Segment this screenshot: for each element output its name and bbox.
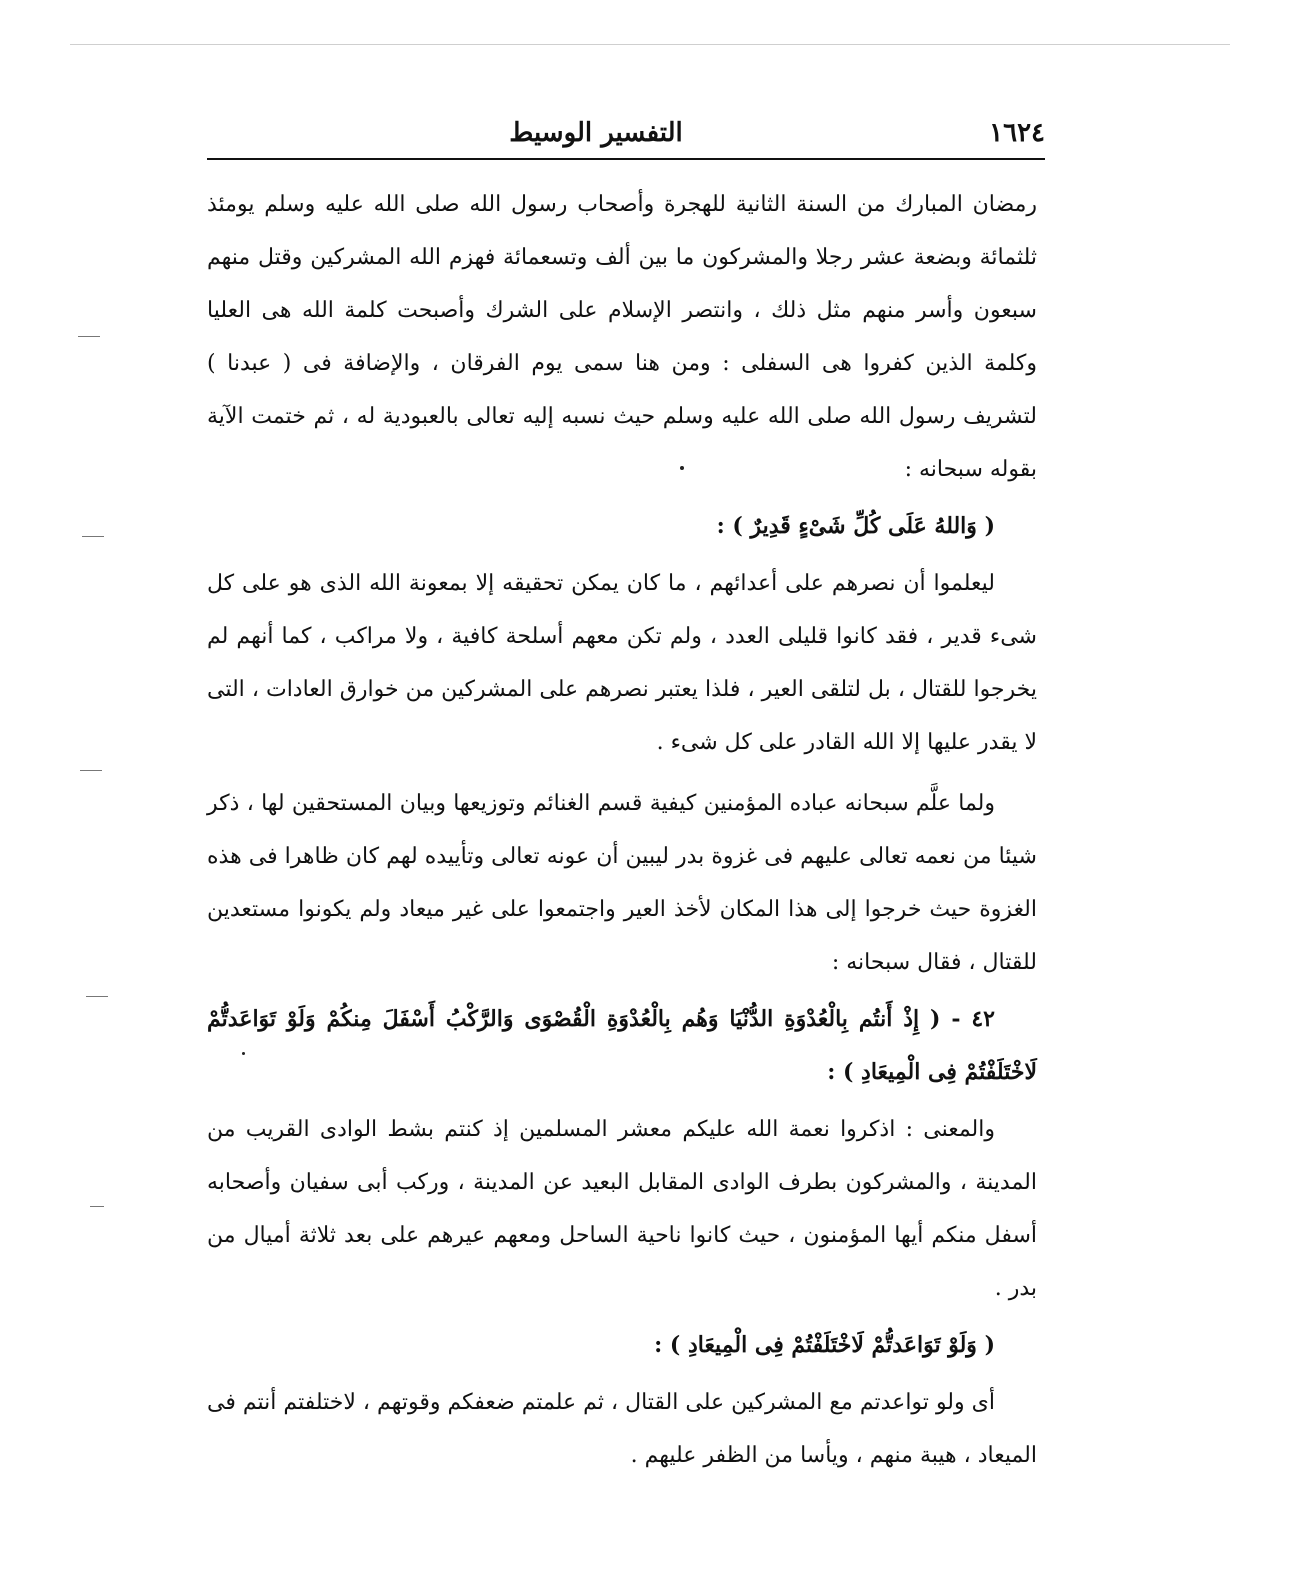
running-title: التفسير الوسيط: [509, 118, 683, 148]
quran-verse: ٤٢ - ( إِذْ أَنتُم بِالْعُدْوَةِ الدُّنْيَا وَهُم بِالْعُدْوَةِ الْقُصْوَى وَالرَّكْبُ أَسْفَلَ مِنكُمْ وَلَوْ تَوَاعَدتُّمْ لَاخْتَلَفْتُمْ فِى الْمِيعَادِ ) :: [207, 1006, 1037, 1085]
scan-speck: [242, 1052, 245, 1055]
page-header: [207, 118, 1045, 158]
quran-verse: ( وَلَوْ تَوَاعَدتُّمْ لَاخْتَلَفْتُمْ فِى الْمِيعَادِ ) :: [654, 1332, 995, 1358]
quran-verse: ( وَاللهُ عَلَى كُلِّ شَىْءٍ قَدِيرٌ ) :: [716, 513, 995, 539]
paragraph: أى ولو تواعدتم مع المشركين على القتال ، ثم علمتم ضعفكم وقوتهم ، لاختلفتم أنتم فى الميعاد ، هيبة منهم ، ويأسا من الظفر عليهم .: [207, 1390, 1037, 1468]
scan-speck: [680, 466, 684, 470]
margin-mark: [90, 1206, 104, 1207]
paragraph: ولما علَّم سبحانه عباده المؤمنين كيفية قسم الغنائم وتوزيعها وبيان المستحقين لها ، ذكر شيئا من نعمه تعالى عليهم فى غزوة بدر ليبين أن عونه تعالى وتأييده لهم كان ظاهرا فى هذه الغزوة حيث خرجوا إلى هذا المكان لأخذ العير واجتمعوا على غير ميعاد ولم يكونوا مستعدين للقتال ، فقال سبحانه :: [207, 791, 1037, 975]
scan-edge-line: [70, 44, 1230, 45]
paragraph: رمضان المبارك من السنة الثانية للهجرة وأصحاب رسول الله صلى الله عليه وسلم يومئذ ثلثمائة وبضعة عشر رجلا والمشركون ما بين ألف وتسعمائة فهزم الله المشركين وقتل منهم سبعون وأسر منهم مثل ذلك ، وانتصر الإسلام على الشرك وأصبحت كلمة الله هى العليا وكلمة الذين كفروا هى السفلى : ومن هنا سمى يوم الفرقان ، والإضافة فى ( عبدنا ) لتشريف رسول الله صلى الله عليه وسلم حيث نسبه إليه تعالى بالعبودية له ، ثم ختمت الآية بقوله سبحانه :: [207, 192, 1037, 482]
margin-mark: [80, 770, 102, 771]
page-body: [207, 178, 1037, 1482]
margin-mark: [86, 996, 108, 997]
margin-mark: [82, 536, 104, 537]
margin-mark: [78, 336, 100, 337]
paragraph: ليعلموا أن نصرهم على أعدائهم ، ما كان يمكن تحقيقه إلا بمعونة الله الذى هو على كل شىء قدير ، فقد كانوا قليلى العدد ، ولم تكن معهم أسلحة كافية ، ولا مراكب ، كما أنهم لم يخرجوا للقتال ، بل لتلقى العير ، فلذا يعتبر نصرهم على المشركين من خوارق العادات ، التى لا يقدر عليها إلا الله القادر على كل شىء .: [207, 571, 1037, 755]
paragraph: والمعنى : اذكروا نعمة الله عليكم معشر المسلمين إذ كنتم بشط الوادى القريب من المدينة ، والمشركون بطرف الوادى المقابل البعيد عن المدينة ، وركب أبى سفيان وأصحابه أسفل منكم أيها المؤمنون ، حيث كانوا ناحية الساحل ومعهم عيرهم على بعد ثلاثة أميال من بدر .: [207, 1117, 1037, 1301]
header-rule: [207, 158, 1045, 160]
page-number: ١٦٢٤: [989, 118, 1045, 148]
